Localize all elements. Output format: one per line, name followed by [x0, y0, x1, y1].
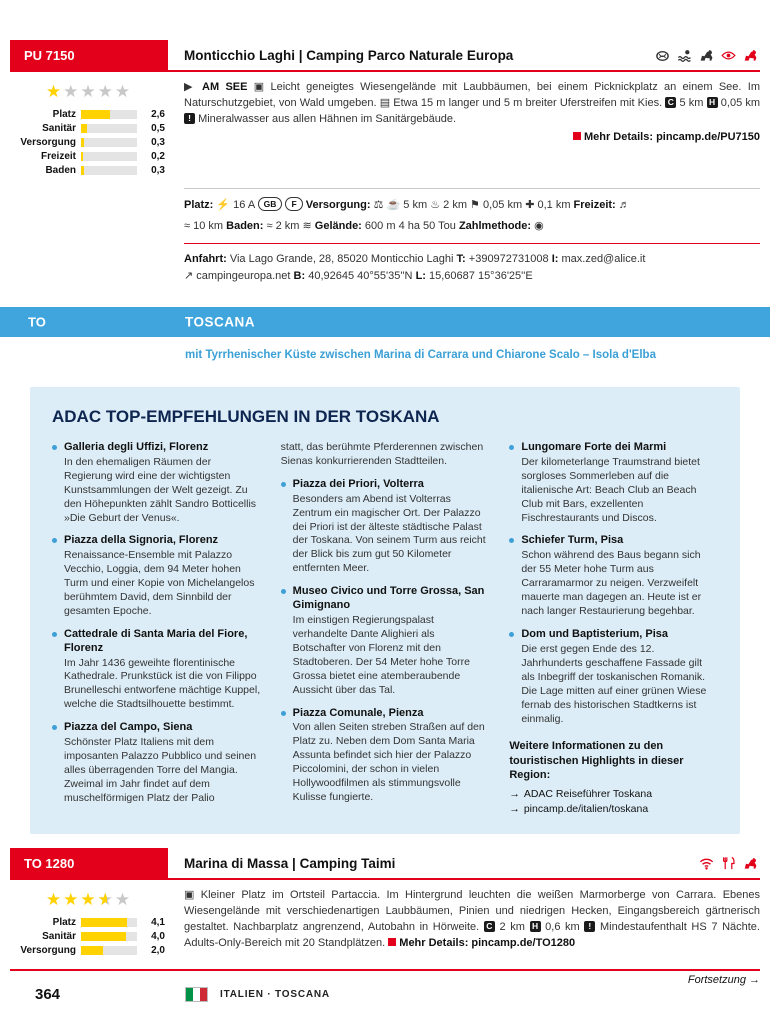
link-text: ADAC Reiseführer Toskana — [523, 788, 653, 801]
label-text: Mehr Details: pincamp.de/TO1280 — [399, 937, 576, 950]
text-run: 4 ha — [398, 220, 420, 233]
star-icon: ★ — [80, 82, 98, 101]
recommendation-title: Piazza della Signoria, Florenz — [64, 534, 219, 547]
rating-bar-fill — [81, 946, 103, 955]
rating-sidebar — [10, 888, 168, 959]
star-rating — [10, 890, 168, 910]
pool-icon: ≈ — [266, 220, 273, 233]
text-run: Mindestaufenthalt HS 7 Nächte. Adults-Only-Bereich mit 20 Standplätzen. — [184, 921, 760, 950]
recommendation-text: Renaissance-Ensemble mit Palazzo Vecchio, Loggia, dem 94 Meter hohen Turm und einer Kopie von Michelangelos berühmtem David, dem Sinnbild der gesamten Epoche. — [64, 549, 255, 618]
rating-value: 0,3 — [151, 137, 165, 148]
text-run: Mineralwasser aus allen Hähnen im Sanitärgebäude. — [198, 112, 457, 125]
recommendation-item — [281, 585, 490, 697]
text-run: Via Lago Grande, 28, 85020 Monticchio Laghi — [229, 252, 454, 265]
rating-bar — [81, 138, 137, 147]
text-run: 0,05 km — [720, 96, 761, 109]
recommendation-title: Schiefer Turm, Pisa — [521, 534, 624, 547]
text-run: 5 km — [679, 96, 704, 109]
rating-bars — [10, 917, 168, 956]
eye-icon — [721, 48, 736, 63]
rating-value: 2,0 — [151, 945, 165, 957]
label-text: I: — [551, 252, 559, 265]
rating-row — [10, 917, 168, 928]
recommendation-item — [52, 441, 261, 526]
shower-icon: ♨ — [430, 199, 441, 211]
facts-line-1 — [184, 195, 760, 216]
rating-value: 0,2 — [151, 151, 165, 162]
amenity-icons — [699, 856, 760, 871]
recommendation-text: Von allen Seiten streben Straßen auf den Platz zu. Neben dem Dom Santa Maria Assunta befindet sich hier der Palazzo Piccolomini, der schon in vielen Hollywoodfilmen als stimmungsvolle Kulisse fungierte. — [292, 721, 485, 804]
rating-row — [10, 109, 168, 120]
star-icon: ★ — [80, 890, 98, 910]
rating-bar-fill — [81, 932, 126, 941]
recommendation-title: Dom und Baptisterium, Pisa — [521, 628, 669, 640]
text-run: 2 km — [443, 199, 467, 211]
rating-label: Baden — [45, 165, 76, 176]
label-text: Zahlmethode: — [458, 220, 532, 233]
star-icon: ★ — [114, 890, 133, 910]
label-text: Mehr Details: pincamp.de/PU7150 — [583, 130, 760, 143]
country-badge: GB — [258, 197, 283, 211]
site-description — [184, 80, 760, 128]
legend-square-icon: H — [707, 97, 718, 108]
dog-icon — [743, 856, 758, 871]
star-icon: ★ ★ — [98, 890, 115, 910]
rating-bar — [81, 946, 137, 955]
rating-row — [10, 165, 168, 176]
facts-line-2 — [184, 216, 760, 237]
power-icon: ⚡ — [216, 199, 231, 211]
text-run: 15,60687 15°36'25''E — [429, 269, 533, 282]
rating-label: Platz — [52, 917, 76, 929]
star-icon: ★ — [63, 890, 81, 910]
label-text: T: — [456, 252, 466, 265]
directions-block — [184, 243, 760, 289]
text-run: 16 A — [233, 199, 255, 211]
legend-square-icon: C — [665, 97, 676, 108]
site-code-badge: PU 7150 — [10, 40, 168, 70]
swim-icon: ≈ — [184, 220, 191, 233]
star-icon: ★ — [45, 82, 64, 101]
text-run: 10 km — [193, 220, 224, 233]
dog-icon — [743, 48, 758, 63]
rating-bar-fill — [81, 152, 83, 161]
leisure-icon: ♬ — [618, 199, 630, 211]
star-icon: ★ — [63, 82, 81, 101]
star-icon: ★ — [97, 82, 115, 101]
entry-main — [168, 888, 760, 959]
star-icon: ★ — [45, 890, 64, 910]
rating-bar — [81, 932, 137, 941]
entry-body — [10, 80, 760, 179]
region-name: TOSCANA — [185, 314, 256, 330]
recommendation-column — [281, 441, 490, 818]
arrow-icon: → — [509, 788, 520, 801]
rating-row — [10, 151, 168, 162]
text-run: 40,92645 40°55'35''N — [308, 269, 413, 282]
recommendation-title: Piazza dei Priori, Volterra — [292, 477, 424, 490]
recommendation-link — [509, 803, 718, 815]
recommendation-item — [52, 721, 261, 806]
recommendation-title: Piazza del Campo, Siena — [64, 721, 193, 734]
site-description — [184, 888, 760, 952]
site-title: Marina di Massa | Camping Taimi — [184, 855, 396, 871]
link-arrow-icon: ↗ — [184, 269, 194, 282]
link-text: pincamp.de/italien/toskana — [523, 803, 649, 816]
water-icon: ✚ — [525, 199, 535, 211]
flag-stripe — [200, 988, 207, 1001]
rating-row — [10, 123, 168, 134]
rating-label: Platz — [52, 109, 76, 120]
star-icon: ★ — [114, 82, 133, 101]
rating-bar — [81, 152, 137, 161]
recommendation-text: Schönster Platz Italiens mit dem imposanten Palazzo Pubblico und seinen alles überragenden Torre del Mangia. Zweimal im Jahr findet auf dem muschelförmigen Platz der Palio — [64, 736, 257, 804]
rating-value: 4,1 — [151, 917, 165, 929]
recommendation-text: Besonders am Abend ist Volterras Zentrum ein magischer Ort. Der Palazzo dei Priori ist der älteste städtische Palast der Toskana. Von seinem Turm aus reicht der Blick bis zum gut 50 Kilometer entfernten Meer. — [292, 492, 486, 575]
text-run: 50 Tou — [423, 220, 456, 233]
rating-row — [10, 931, 168, 942]
entry-main — [168, 80, 760, 179]
wifi-icon — [699, 856, 714, 871]
entry-titlebar — [168, 848, 760, 878]
rating-value: 4,0 — [151, 931, 165, 943]
continuation-note: Fortsetzung → — [10, 969, 760, 986]
red-square-marker-icon — [388, 938, 396, 946]
site-title: Monticchio Laghi | Camping Parco Naturale Europa — [184, 47, 514, 63]
label-text: Baden: — [226, 220, 264, 233]
region-code: TO — [28, 314, 46, 330]
recommendation-title: Museo Civico und Torre Grossa, San Gimignano — [292, 585, 485, 612]
footer-region-label: ITALIEN · TOSCANA — [220, 989, 330, 1001]
recommendation-item — [509, 534, 718, 619]
recommendation-item — [509, 441, 718, 526]
map-icon: ▣ — [184, 889, 195, 902]
label-text: Anfahrt: — [184, 252, 227, 265]
recommendation-title: Cattedrale di Santa Maria del Fiore, Florenz — [64, 628, 248, 654]
recommendation-text: Die erst gegen Ende des 12. Jahrhunderts geschaffene Fassade gilt als Inbegriff der toskanischen Romanik. Die Lage mitten auf einer grünen Wiese fernab des historischen Stadtkerns ist einmalig. — [521, 642, 707, 725]
rating-bar-fill — [81, 138, 84, 147]
more-details-line — [184, 131, 760, 143]
legend-square-icon: ! — [184, 113, 195, 124]
recommendation-title: Piazza Comunale, Pienza — [292, 706, 424, 719]
recommendations-columns — [52, 441, 718, 818]
rating-row — [10, 137, 168, 148]
legend-square-icon: ! — [584, 921, 595, 932]
entry-titlebar — [168, 40, 760, 70]
italy-flag-icon — [185, 987, 208, 1002]
rating-bar-fill — [81, 918, 127, 927]
flag-triangle-icon: ▶ — [184, 81, 196, 93]
rating-bar — [81, 166, 137, 175]
flag-stripe — [193, 988, 200, 1001]
text-run: 5 km — [403, 199, 428, 211]
shore-icon: ▤ — [379, 96, 391, 109]
rating-bar-fill — [81, 110, 110, 119]
rating-bar-fill — [81, 166, 84, 175]
rating-bars — [10, 109, 168, 176]
arrow-icon: → — [509, 803, 520, 816]
page-number: 364 — [35, 986, 61, 1004]
entry-body — [10, 888, 760, 959]
beach-icon — [677, 48, 692, 63]
text-run: Kleiner Platz im Ortsteil Partaccia. Im Hintergrund leuchten die weißen Marmorberge von Carrara. Ebenes Wiesengelände mit verschiedenartigen Laubbäumen, Pinien und niedrigen Hecken, Eingangsbereich gärtnerisch gestaltet. Nachbarplatz angrenzend, Autobahn in Hörweite. — [184, 889, 760, 934]
site-code-badge: TO 1280 — [10, 848, 168, 878]
directions-line-1 — [184, 251, 760, 268]
legend-square-icon: C — [484, 921, 495, 932]
recommendation-item — [281, 707, 490, 805]
recommendation-link — [509, 788, 718, 800]
recommendation-column — [52, 441, 261, 818]
label-text: Freizeit: — [573, 199, 616, 211]
campsite-entry-2 — [10, 848, 760, 959]
text-run: 0,6 km — [545, 921, 580, 934]
rating-bar — [81, 124, 137, 133]
rating-label: Versorgung — [20, 137, 76, 148]
rating-bar — [81, 110, 137, 119]
text-run: +390972731008 — [468, 252, 549, 265]
recommendation-item — [509, 628, 718, 726]
rating-value: 0,3 — [151, 165, 165, 176]
recommendation-text: Im Jahr 1436 geweihte florentinische Kathedrale. Prunkstück ist die von Filippo Brunelleschi entworfene mächtige Kuppel, welche die Stadtsilhouette bestimmt. — [64, 656, 261, 711]
flag-stripe — [186, 988, 193, 1001]
recommendation-item — [281, 478, 490, 576]
text-run: 0,05 km — [482, 199, 523, 211]
rating-value: 2,6 — [151, 109, 165, 120]
site-facts — [184, 188, 760, 243]
recommendation-text: Der kilometerlange Traumstrand bietet sorgloses Sommerleben auf die italienische Art: Beach Club an Beach Club mit Bars, exzellenten Fischrestaurants und Discos. — [521, 455, 700, 524]
rating-sidebar — [10, 80, 168, 179]
photo-icon: ▣ — [253, 81, 265, 93]
rating-row — [10, 945, 168, 956]
label-text: Gelände: — [314, 220, 362, 233]
rating-label: Freizeit — [40, 151, 76, 162]
text-run: 600 m — [364, 220, 396, 233]
text-run: Leicht geneigtes Wiesengelände mit Laubbäumen, bei einem Picknickplatz an einem See. Im Naturschutzgebiet, von Wald umgeben. — [184, 81, 760, 109]
payment-icon: ◉ — [534, 220, 544, 233]
recommendation-title: Galleria degli Uffizi, Florenz — [64, 440, 209, 453]
recommendation-continuation: statt, das berühmte Pferderennen zwischen Sienas konkurrierenden Stadtteilen. — [280, 440, 484, 467]
dog-icon — [699, 48, 714, 63]
recommendation-item — [52, 534, 261, 619]
amenity-icons — [655, 48, 760, 63]
restaurant-icon — [721, 856, 736, 871]
lake-icon: ≋ — [302, 220, 312, 233]
kiosk-icon: ☕ — [386, 199, 401, 211]
entry-header — [10, 40, 760, 72]
text-run: Etwa 15 m langer und 5 m breiter Uferstreifen mit Kies. — [393, 96, 663, 109]
text-run: max.zed@alice.it — [561, 252, 646, 265]
recommendation-title: Lungomare Forte dei Marmi — [521, 440, 667, 453]
text-run: 0,1 km — [537, 199, 571, 211]
legend-square-icon: H — [530, 921, 541, 932]
label-text: Platz: — [184, 199, 214, 211]
red-square-marker-icon — [573, 132, 581, 140]
rating-value: 0,5 — [151, 123, 165, 134]
text-run: campingeuropa.net — [196, 269, 291, 282]
recommendations-title: ADAC TOP-EMPFEHLUNGEN IN DER TOSKANA — [52, 406, 440, 426]
label-text: AM SEE — [202, 81, 248, 93]
campsite-entry-1 — [10, 40, 760, 289]
recommendation-item — [52, 628, 261, 712]
text-run: 2 km — [275, 220, 300, 233]
recommendation-column — [509, 441, 718, 818]
page-footer — [0, 986, 770, 1021]
recommendations-box — [30, 387, 740, 834]
directions-line-2 — [184, 268, 760, 285]
label-text: L: — [415, 269, 426, 282]
star-rating — [10, 82, 168, 102]
shop-icon: ⚖ — [373, 199, 384, 211]
entry-header — [10, 848, 760, 880]
region-band — [0, 307, 770, 337]
rating-bar — [81, 918, 137, 927]
label-text: Versorgung: — [305, 199, 371, 211]
country-badge: F — [285, 197, 302, 211]
recommendation-note: Weitere Informationen zu den touristischen Highlights in dieser Region: — [509, 740, 684, 782]
region-subtitle: mit Tyrrhenischer Küste zwischen Marina di Carrara und Chiarone Scalo – Isola d'Elba — [185, 348, 656, 361]
rating-label: Sanitär — [42, 123, 76, 134]
text-run: 2 km — [499, 921, 525, 934]
rating-label: Sanitär — [42, 931, 76, 943]
recommendation-text: In den ehemaligen Räumen der Regierung wird eine der wichtigsten Kunstsammlungen der Welt gezeigt. Zu den Höhepunkten zählt Sandro Botticellis »Die Geburt der Venus«. — [64, 455, 257, 524]
recommendation-text: Im einstigen Regierungspalast verhandelte Dante Alighieri als Botschafter von Florenz mit den Stadtoberen. Der 54 Meter hohe Torre Grossa bietet eine atemberaubende Aussicht über das Tal. — [292, 613, 470, 696]
recommendation-text: Schon während des Baus begann sich der 55 Meter hohe Turm aus Carraramarmor zu neigen. Verzweifelt mauerte man dagegen an. Heute ist er nach langer Restaurierung begehbar. — [521, 549, 702, 618]
rating-bar-fill — [81, 124, 87, 133]
disposal-icon: ⚑ — [470, 199, 480, 211]
label-text: B: — [293, 269, 306, 282]
bakery-icon — [655, 48, 670, 63]
rating-label: Versorgung — [20, 945, 76, 957]
